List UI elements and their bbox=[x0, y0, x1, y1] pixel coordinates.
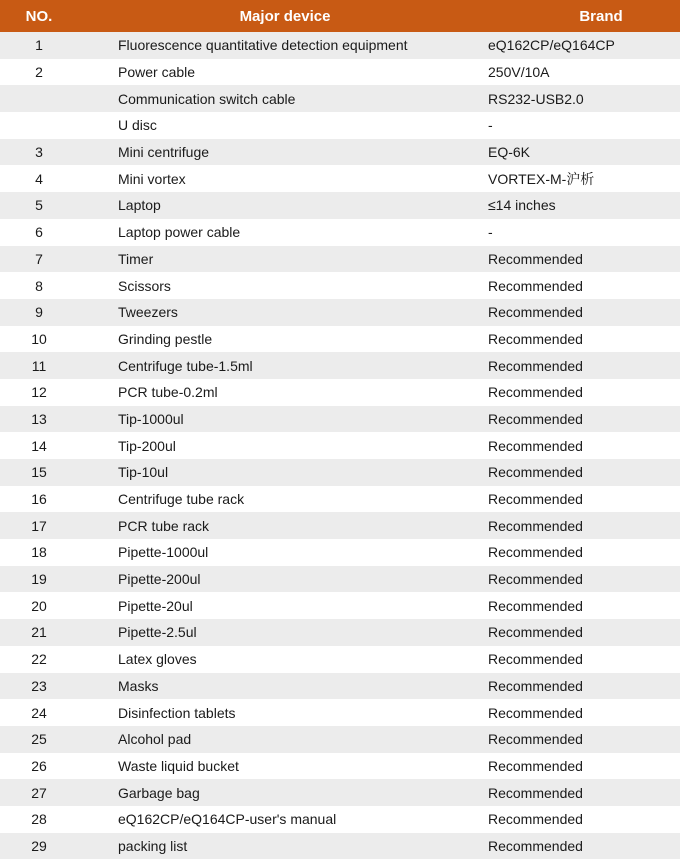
table-row bbox=[0, 646, 680, 673]
table-row bbox=[0, 379, 680, 406]
row-brand: Recommended bbox=[488, 571, 583, 588]
table-row bbox=[0, 486, 680, 513]
row-number: 18 bbox=[31, 544, 47, 561]
row-number: 23 bbox=[31, 677, 47, 694]
table-row bbox=[0, 806, 680, 833]
row-number: 25 bbox=[31, 731, 47, 748]
row-brand: Recommended bbox=[488, 677, 583, 694]
table-row bbox=[0, 566, 680, 593]
row-brand: ≤14 inches bbox=[488, 197, 556, 214]
table-body bbox=[0, 32, 680, 859]
table-row bbox=[0, 459, 680, 486]
row-brand: Recommended bbox=[488, 304, 583, 321]
row-number: 9 bbox=[35, 304, 43, 321]
row-device: Mini centrifuge bbox=[118, 144, 210, 161]
row-brand: Recommended bbox=[488, 624, 583, 641]
row-number: 12 bbox=[31, 384, 47, 401]
table-row bbox=[0, 779, 680, 806]
row-device: Tweezers bbox=[118, 304, 178, 321]
row-brand: EQ-6K bbox=[488, 144, 531, 161]
header-row bbox=[0, 0, 680, 32]
row-brand: Recommended bbox=[488, 811, 583, 828]
row-brand: VORTEX-M-沪析 bbox=[488, 170, 595, 187]
row-number: 28 bbox=[31, 811, 47, 828]
row-device: Communication switch cable bbox=[118, 90, 296, 107]
table-row bbox=[0, 619, 680, 646]
row-device: PCR tube-0.2ml bbox=[118, 384, 218, 401]
table-row bbox=[0, 219, 680, 246]
row-device: Pipette-2.5ul bbox=[118, 624, 197, 641]
row-device: Latex gloves bbox=[118, 651, 197, 668]
row-brand: Recommended bbox=[488, 384, 583, 401]
row-brand: Recommended bbox=[488, 517, 583, 534]
row-brand: Recommended bbox=[488, 277, 583, 294]
table-row bbox=[0, 112, 680, 139]
row-number: 7 bbox=[35, 250, 43, 267]
table-row bbox=[0, 753, 680, 780]
row-brand: Recommended bbox=[488, 464, 583, 481]
row-number: 19 bbox=[31, 571, 47, 588]
row-brand: Recommended bbox=[488, 757, 583, 774]
row-device: Garbage bag bbox=[118, 784, 200, 801]
table-row bbox=[0, 406, 680, 433]
row-number: 20 bbox=[31, 597, 47, 614]
row-device: Timer bbox=[118, 250, 154, 267]
row-device: packing list bbox=[118, 837, 188, 854]
row-brand: eQ162CP/eQ164CP bbox=[488, 37, 615, 54]
table-row bbox=[0, 726, 680, 753]
table-row bbox=[0, 512, 680, 539]
row-number: 16 bbox=[31, 491, 47, 508]
row-brand: Recommended bbox=[488, 597, 583, 614]
row-device: Masks bbox=[118, 677, 159, 694]
row-number: 26 bbox=[31, 757, 47, 774]
row-brand: Recommended bbox=[488, 731, 583, 748]
row-device: eQ162CP/eQ164CP-user's manual bbox=[118, 811, 337, 828]
row-number: 11 bbox=[31, 357, 47, 374]
row-number: 1 bbox=[35, 37, 43, 54]
row-number: 21 bbox=[31, 624, 47, 641]
row-number: 5 bbox=[35, 197, 43, 214]
row-device: Centrifuge tube rack bbox=[118, 491, 245, 508]
row-device: Mini vortex bbox=[118, 170, 186, 187]
row-number: 27 bbox=[31, 784, 47, 801]
table-row bbox=[0, 139, 680, 166]
row-brand: - bbox=[488, 117, 493, 134]
row-number bbox=[0, 85, 100, 112]
table-row bbox=[0, 833, 680, 860]
header-brand: Brand bbox=[579, 7, 623, 25]
row-device: Laptop power cable bbox=[118, 224, 241, 241]
row-number: 10 bbox=[31, 330, 47, 347]
table-row bbox=[0, 326, 680, 353]
row-brand: 250V/10A bbox=[488, 64, 550, 81]
table-row bbox=[0, 246, 680, 273]
row-brand: Recommended bbox=[488, 491, 583, 508]
row-number: 24 bbox=[31, 704, 47, 721]
table-header bbox=[0, 0, 680, 32]
row-device: Grinding pestle bbox=[118, 330, 213, 347]
row-number: 14 bbox=[31, 437, 47, 454]
row-number: 3 bbox=[35, 144, 43, 161]
row-device: Laptop bbox=[118, 197, 161, 214]
table-row bbox=[0, 592, 680, 619]
header-major-device: Major device bbox=[239, 7, 331, 25]
row-device: Disinfection tablets bbox=[118, 704, 236, 721]
row-number: 29 bbox=[31, 837, 47, 854]
table-row bbox=[0, 165, 680, 192]
table-row bbox=[0, 85, 680, 112]
row-number: 2 bbox=[35, 64, 43, 81]
row-number: 22 bbox=[31, 651, 47, 668]
row-brand: Recommended bbox=[488, 330, 583, 347]
header-no: NO. bbox=[25, 7, 53, 25]
row-device: Waste liquid bucket bbox=[118, 757, 239, 774]
row-number: 6 bbox=[35, 224, 43, 241]
row-brand: Recommended bbox=[488, 437, 583, 454]
table-row bbox=[0, 673, 680, 700]
row-brand: Recommended bbox=[488, 250, 583, 267]
table-row bbox=[0, 272, 680, 299]
table-row bbox=[0, 32, 680, 59]
row-device: Alcohol pad bbox=[118, 731, 192, 748]
row-device: Fluorescence quantitative detection equipment bbox=[118, 37, 408, 54]
row-number: 17 bbox=[31, 517, 47, 534]
table-row bbox=[0, 59, 680, 86]
row-number: 8 bbox=[35, 277, 43, 294]
row-device: Pipette-1000ul bbox=[118, 544, 209, 561]
row-device: Scissors bbox=[118, 277, 171, 294]
table-row bbox=[0, 299, 680, 326]
table-row bbox=[0, 352, 680, 379]
row-device: Tip-200ul bbox=[118, 437, 176, 454]
row-brand: Recommended bbox=[488, 704, 583, 721]
row-device: U disc bbox=[118, 117, 157, 134]
row-brand: Recommended bbox=[488, 784, 583, 801]
row-device: Tip-10ul bbox=[118, 464, 169, 481]
table-row bbox=[0, 192, 680, 219]
row-brand: Recommended bbox=[488, 544, 583, 561]
row-device: PCR tube rack bbox=[118, 517, 210, 534]
row-brand: RS232-USB2.0 bbox=[488, 90, 584, 107]
row-brand: Recommended bbox=[488, 651, 583, 668]
row-number bbox=[0, 112, 100, 139]
row-number: 4 bbox=[35, 170, 43, 187]
row-number: 15 bbox=[31, 464, 47, 481]
table-row bbox=[0, 699, 680, 726]
row-brand: Recommended bbox=[488, 357, 583, 374]
table-row bbox=[0, 432, 680, 459]
row-number: 13 bbox=[31, 410, 47, 427]
row-brand: - bbox=[488, 224, 493, 241]
row-device: Pipette-200ul bbox=[118, 571, 201, 588]
row-device: Centrifuge tube-1.5ml bbox=[118, 357, 253, 374]
row-device: Power cable bbox=[118, 64, 196, 81]
row-brand: Recommended bbox=[488, 410, 583, 427]
table-row bbox=[0, 539, 680, 566]
row-device: Tip-1000ul bbox=[118, 410, 184, 427]
row-device: Pipette-20ul bbox=[118, 597, 193, 614]
row-brand: Recommended bbox=[488, 837, 583, 854]
